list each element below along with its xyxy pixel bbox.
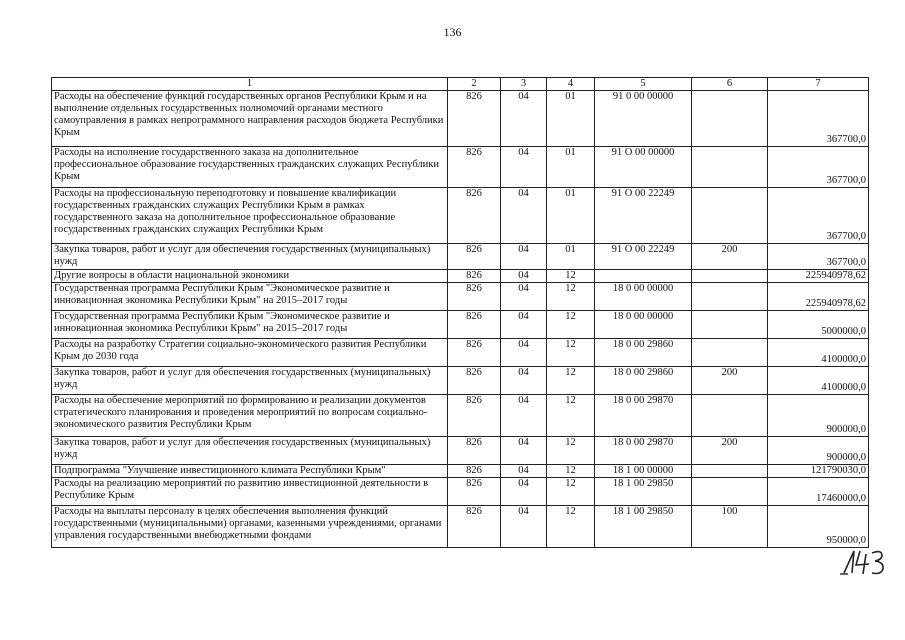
subsection-code: 12 [547,478,595,506]
table-row [52,395,869,437]
row-description: Расходы на профессиональную переподготовку и повышение квалификации государственных гражданских служащих Республики Крым в рамках государственного заказа на дополнительное профессиональное образование государственных гражданских служащих Республики Крым [52,188,448,244]
amount: 367700,0 [768,188,869,244]
target-article-code: 18 0 00 29860 [595,339,692,367]
amount: 4100000,0 [768,339,869,367]
row-description: Другие вопросы в области национальной экономики [52,270,448,283]
subsection-code: 01 [547,188,595,244]
table-row [52,270,869,283]
amount: 950000,0 [768,506,869,548]
expense-type-code [692,465,768,478]
header-cell: 5 [595,78,692,91]
row-description: Расходы на выплаты персоналу в целях обеспечения выполнения функций государственными (муниципальными) органами, казенными учреждениями, органами управления государственными внебюджетными фондами [52,506,448,548]
row-description: Закупка товаров, работ и услуг для обеспечения государственных (муниципальных) нужд [52,437,448,465]
header-cell: 4 [547,78,595,91]
handwritten-page-annotation [838,547,888,577]
amount: 17460000,0 [768,478,869,506]
row-description: Государственная программа Республики Крым "Экономическое развитие и инновационная экономика Республики Крым" на 2015–2017 годы [52,283,448,311]
amount: 4100000,0 [768,367,869,395]
row-description: Расходы на исполнение государственного заказа на дополнительное профессиональное образование государственных гражданских служащих Республики Крым [52,147,448,188]
table-row [52,283,869,311]
target-article-code: 18 0 00 29870 [595,437,692,465]
subsection-code: 12 [547,395,595,437]
table-row [52,465,869,478]
section-code: 04 [501,395,547,437]
table-header-row [52,78,869,91]
ministry-code: 826 [448,270,501,283]
expense-type-code: 200 [692,367,768,395]
ministry-code: 826 [448,437,501,465]
amount: 900000,0 [768,395,869,437]
row-description: Расходы на обеспечение мероприятий по формированию и реализации документов стратегического планирования и проведения мероприятий по вопросам социально-экономического развития Республики Крым [52,395,448,437]
section-code: 04 [501,478,547,506]
target-article-code [595,270,692,283]
amount: 225940978,62 [768,270,869,283]
ministry-code: 826 [448,91,501,147]
ministry-code: 826 [448,188,501,244]
expense-type-code [692,478,768,506]
row-description: Подпрограмма "Улучшение инвестиционного климата Республики Крым" [52,465,448,478]
amount: 121790030,0 [768,465,869,478]
amount: 367700,0 [768,147,869,188]
budget-table [51,77,869,548]
header-cell: 1 [52,78,448,91]
target-article-code: 91 О 00 22249 [595,188,692,244]
ministry-code: 826 [448,147,501,188]
expense-type-code [692,188,768,244]
row-description: Закупка товаров, работ и услуг для обеспечения государственных (муниципальных) нужд [52,367,448,395]
section-code: 04 [501,147,547,188]
row-description: Расходы на разработку Стратегии социально-экономического развития Республики Крым до 2030 года [52,339,448,367]
expense-type-code: 100 [692,506,768,548]
expense-type-code [692,339,768,367]
subsection-code: 12 [547,311,595,339]
header-cell: 6 [692,78,768,91]
expense-type-code [692,91,768,147]
target-article-code: 18 1 00 29850 [595,478,692,506]
expense-type-code: 200 [692,437,768,465]
row-description: Расходы на реализацию мероприятий по развитию инвестиционной деятельности в Республике Крым [52,478,448,506]
section-code: 04 [501,244,547,270]
section-code: 04 [501,506,547,548]
row-description: Закупка товаров, работ и услуг для обеспечения государственных (муниципальных) нужд [52,244,448,270]
target-article-code: 18 0 00 00000 [595,311,692,339]
subsection-code: 01 [547,244,595,270]
target-article-code: 91 О 00 00000 [595,147,692,188]
section-code: 04 [501,367,547,395]
subsection-code: 12 [547,283,595,311]
subsection-code: 12 [547,437,595,465]
section-code: 04 [501,465,547,478]
subsection-code: 12 [547,270,595,283]
ministry-code: 826 [448,339,501,367]
amount: 5000000,0 [768,311,869,339]
section-code: 04 [501,283,547,311]
target-article-code: 18 1 00 29850 [595,506,692,548]
amount: 367700,0 [768,244,869,270]
target-article-code: 18 0 00 29870 [595,395,692,437]
table-row [52,147,869,188]
ministry-code: 826 [448,465,501,478]
subsection-code: 12 [547,339,595,367]
section-code: 04 [501,311,547,339]
row-description: Расходы на обеспечение функций государственных органов Республики Крым и на выполнение отдельных государственных полномочий органами местного самоуправления в рамках непрограммного направления расходов бюджета Республики Крым [52,91,448,147]
ministry-code: 826 [448,311,501,339]
table-row [52,506,869,548]
table-row [52,311,869,339]
ministry-code: 826 [448,367,501,395]
target-article-code: 18 0 00 00000 [595,283,692,311]
table-row [52,244,869,270]
ministry-code: 826 [448,283,501,311]
target-article-code: 91 О 00 22249 [595,244,692,270]
table-row [52,367,869,395]
ministry-code: 826 [448,478,501,506]
table-row [52,339,869,367]
expense-type-code [692,395,768,437]
subsection-code: 12 [547,506,595,548]
row-description: Государственная программа Республики Крым "Экономическое развитие и инновационная экономика Республики Крым" на 2015–2017 годы [52,311,448,339]
amount: 225940978,62 [768,283,869,311]
target-article-code: 18 0 00 29860 [595,367,692,395]
subsection-code: 12 [547,465,595,478]
table-row [52,188,869,244]
ministry-code: 826 [448,506,501,548]
section-code: 04 [501,339,547,367]
header-cell: 3 [501,78,547,91]
subsection-code: 01 [547,91,595,147]
subsection-code: 01 [547,147,595,188]
expense-type-code [692,270,768,283]
expense-type-code [692,311,768,339]
ministry-code: 826 [448,244,501,270]
table-row [52,478,869,506]
target-article-code: 91 0 00 00000 [595,91,692,147]
amount: 900000,0 [768,437,869,465]
header-cell: 2 [448,78,501,91]
header-cell: 7 [768,78,869,91]
expense-type-code [692,283,768,311]
expense-type-code: 200 [692,244,768,270]
ministry-code: 826 [448,395,501,437]
amount: 367700,0 [768,91,869,147]
page-number: 136 [443,25,462,39]
section-code: 04 [501,270,547,283]
section-code: 04 [501,91,547,147]
expense-type-code [692,147,768,188]
section-code: 04 [501,437,547,465]
target-article-code: 18 1 00 00000 [595,465,692,478]
subsection-code: 12 [547,367,595,395]
table-row [52,91,869,147]
section-code: 04 [501,188,547,244]
table-row [52,437,869,465]
